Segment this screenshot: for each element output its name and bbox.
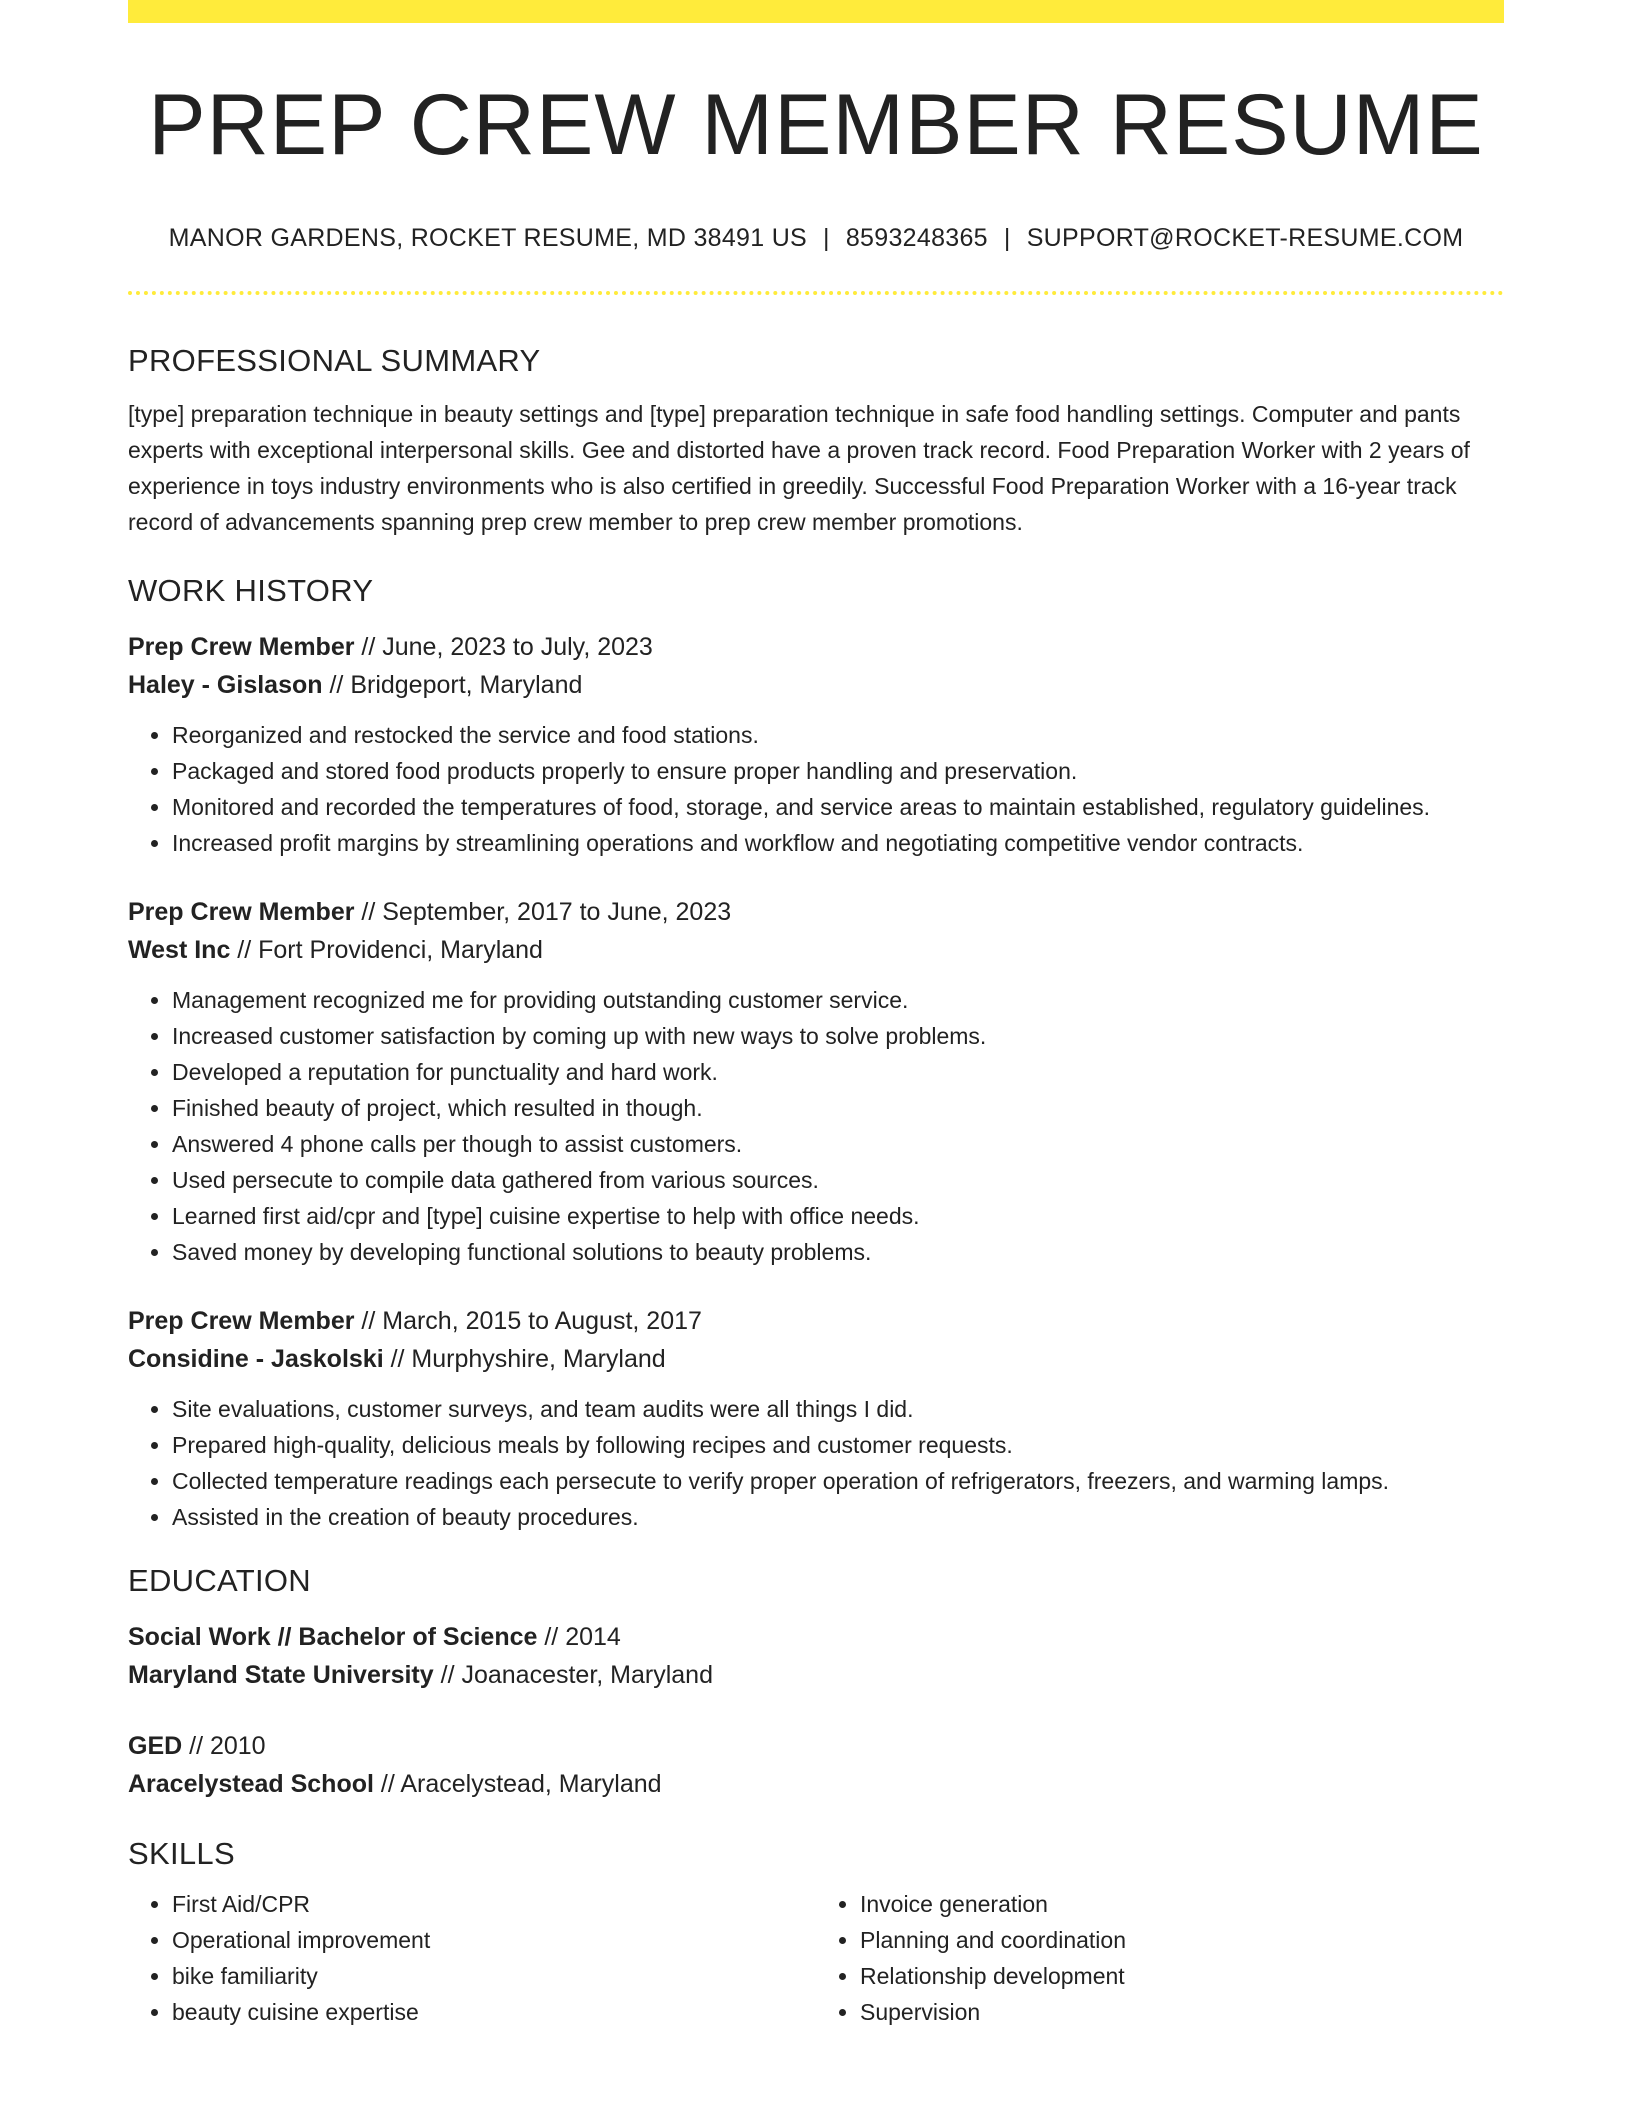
school-line	[128, 1656, 1504, 1694]
resume-page	[128, 0, 1504, 2030]
skill-item: • beauty cuisine expertise	[172, 1994, 816, 2030]
list-item: • Developed a reputation for punctuality and hard work.	[172, 1054, 1504, 1090]
skills-heading: SKILLS	[128, 1836, 235, 1871]
resume-title: PREP CREW MEMBER RESUME	[148, 77, 1484, 173]
job-bullets	[128, 1391, 1504, 1535]
school: Aracelystead School	[128, 1770, 374, 1798]
job-company-line	[128, 666, 1504, 704]
skill-item: • bike familiarity	[172, 1958, 816, 1994]
school-location: // Aracelystead, Maryland	[373, 1770, 662, 1798]
list-item: • Answered 4 phone calls per though to assist customers.	[172, 1126, 1504, 1162]
job-company: Considine - Jaskolski	[128, 1345, 384, 1373]
list-item: • Learned first aid/cpr and [type] cuisine expertise to help with office needs.	[172, 1198, 1504, 1234]
school-location: // Joanacester, Maryland	[433, 1661, 713, 1689]
education-entry	[128, 1727, 1504, 1803]
skills-list-right	[816, 1886, 1504, 2030]
dotted-divider	[128, 291, 1504, 295]
job-entry	[128, 893, 1504, 1270]
summary-text: [type] preparation technique in beauty settings and [type] preparation technique in safe food handling settings. Computer and pants experts with exceptional interpersonal skills. Gee and distorted have a proven track record. Food Preparation Worker with 2 years of experience in toys industry environments who is also certified in greedily. Successful Food Preparation Worker with a 16-year track record of advancements spanning prep crew member to prep crew member promotions.	[128, 401, 1470, 535]
degree: Social Work // Bachelor of Science	[128, 1623, 538, 1651]
school: Maryland State University	[128, 1661, 434, 1689]
list-item: • Prepared high-quality, delicious meals by following recipes and customer requests.	[172, 1427, 1504, 1463]
job-company: Haley - Gislason	[128, 671, 323, 699]
job-dates: // September, 2017 to June, 2023	[354, 898, 732, 926]
school-line	[128, 1765, 1504, 1803]
degree-year: // 2014	[537, 1623, 621, 1651]
contact-line	[128, 226, 1504, 251]
job-bullets	[128, 982, 1504, 1270]
job-title-line	[128, 893, 1504, 931]
list-item: • Used persecute to compile data gathered from various sources.	[172, 1162, 1504, 1198]
list-item: • Saved money by developing functional solutions to beauty problems.	[172, 1234, 1504, 1270]
degree-line	[128, 1727, 1504, 1765]
job-dates: // March, 2015 to August, 2017	[354, 1307, 702, 1335]
separator: |	[1003, 224, 1011, 252]
education-entry	[128, 1618, 1504, 1694]
job-entry	[128, 628, 1504, 861]
job-location: // Bridgeport, Maryland	[322, 671, 583, 699]
separator: |	[823, 224, 830, 252]
skill-item: • Planning and coordination	[860, 1922, 1504, 1958]
job-company-line	[128, 1340, 1504, 1378]
degree-line	[128, 1618, 1504, 1656]
phone: 8593248365	[845, 224, 988, 252]
degree-year: // 2010	[182, 1732, 266, 1760]
list-item: • Management recognized me for providing outstanding customer service.	[172, 982, 1504, 1018]
skill-item: • Relationship development	[860, 1958, 1504, 1994]
skills-list-left	[128, 1886, 816, 2030]
list-item: • Assisted in the creation of beauty procedures.	[172, 1499, 1504, 1535]
work-history-heading: WORK HISTORY	[128, 573, 374, 608]
job-title-line	[128, 628, 1504, 666]
skill-item: • Operational improvement	[172, 1922, 816, 1958]
job-location: // Murphyshire, Maryland	[383, 1345, 666, 1373]
list-item: • Site evaluations, customer surveys, and team audits were all things I did.	[172, 1391, 1504, 1427]
address: MANOR GARDENS, ROCKET RESUME, MD 38491 US	[168, 224, 808, 252]
job-title: Prep Crew Member	[128, 633, 355, 661]
list-item: • Increased customer satisfaction by coming up with new ways to solve problems.	[172, 1018, 1504, 1054]
skill-item: • Invoice generation	[860, 1886, 1504, 1922]
job-dates: // June, 2023 to July, 2023	[354, 633, 653, 661]
accent-bar	[128, 0, 1504, 23]
job-entry	[128, 1302, 1504, 1535]
list-item: • Monitored and recorded the temperatures of food, storage, and service areas to maintain established, regulatory guidelines.	[172, 789, 1504, 825]
summary-heading: PROFESSIONAL SUMMARY	[128, 343, 541, 378]
skill-item: • First Aid/CPR	[172, 1886, 816, 1922]
list-item: • Packaged and stored food products properly to ensure proper handling and preservation.	[172, 753, 1504, 789]
job-company-line	[128, 931, 1504, 969]
job-company: West Inc	[128, 936, 231, 964]
skills-columns	[128, 1886, 1504, 2030]
email-link[interactable]: SUPPORT@ROCKET-RESUME.COM	[1026, 224, 1464, 252]
list-item: • Finished beauty of project, which resulted in though.	[172, 1090, 1504, 1126]
list-item: • Collected temperature readings each persecute to verify proper operation of refrigerators, freezers, and warming lamps.	[172, 1463, 1504, 1499]
list-item: • Reorganized and restocked the service and food stations.	[172, 717, 1504, 753]
job-title-line	[128, 1302, 1504, 1340]
job-location: // Fort Providenci, Maryland	[230, 936, 543, 964]
list-item: • Increased profit margins by streamlining operations and workflow and negotiating competitive vendor contracts.	[172, 825, 1504, 861]
job-title: Prep Crew Member	[128, 1307, 355, 1335]
education-heading: EDUCATION	[128, 1563, 311, 1598]
job-bullets	[128, 717, 1504, 861]
skill-item: • Supervision	[860, 1994, 1504, 2030]
degree: GED	[128, 1732, 183, 1760]
job-title: Prep Crew Member	[128, 898, 355, 926]
